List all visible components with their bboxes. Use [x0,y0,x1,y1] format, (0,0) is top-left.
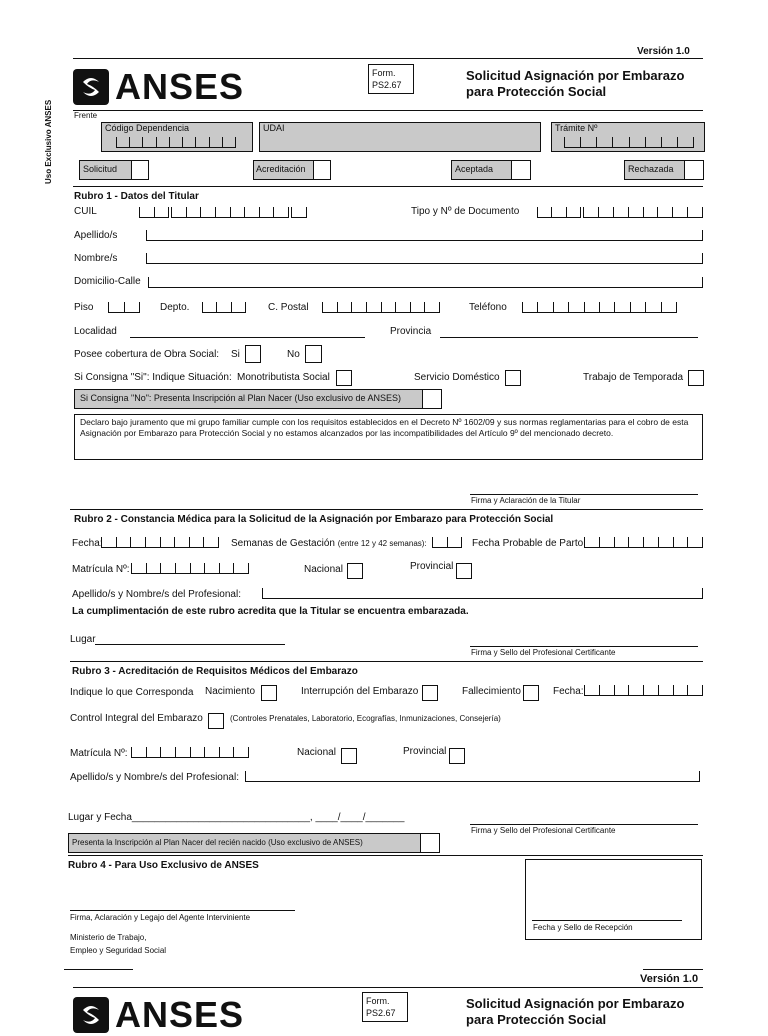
plan-nacer-checkbox[interactable] [422,389,442,409]
cuil-label: CUIL [74,206,97,217]
firma-titular-label: Firma y Aclaración de la Titular [471,496,581,505]
piso-label: Piso [74,302,94,313]
depto-field[interactable] [202,302,246,313]
firma-profesional-r3-label: Firma y Sello del Profesional Certificante [471,826,616,835]
semanas-label: Semanas de Gestación (entre 12 y 42 semanas): [231,538,427,549]
plan-nacer-r3-checkbox[interactable] [420,833,440,853]
ministerio-line2: Empleo y Seguridad Social [70,946,167,955]
form-title: Solicitud Asignación por Embarazo para Protección Social [466,68,685,99]
footer-version-label: Versión 1.0 [640,973,699,985]
cpostal-label: C. Postal [268,302,309,313]
telefono-field[interactable] [522,302,677,313]
obra-social-label: Posee cobertura de Obra Social: [74,349,220,360]
matricula-label: Matrícula Nº: [72,564,130,575]
firma-agente-label: Firma, Aclaración y Legajo del Agente Interviniente [70,913,251,922]
cuil-suffix-field[interactable] [291,207,307,218]
localidad-field[interactable] [130,337,365,338]
localidad-label: Localidad [74,326,117,337]
telefono-label: Teléfono [469,302,507,313]
fecha-probable-field[interactable] [584,537,703,548]
nacional-checkbox[interactable] [347,563,363,579]
domicilio-field[interactable] [148,277,703,288]
matricula-r3-label: Matrícula Nº: [70,748,128,759]
temporada-checkbox[interactable] [688,370,704,386]
tipo-doc-field[interactable] [537,207,581,218]
acredita-text: La cumplimentación de este rubro acredita que la Titular se encuentra embarazada. [72,606,469,617]
anses-logo [73,66,244,108]
matricula-r3-field[interactable] [131,747,249,758]
cuil-number-field[interactable] [171,207,289,218]
rechazada-checkbox[interactable] [684,160,704,180]
tipo-doc-label: Tipo y Nº de Documento [411,206,520,217]
firma-profesional-r3-line[interactable] [470,824,698,825]
nombre-field[interactable] [146,253,703,264]
lugar-label: Lugar [70,634,96,645]
piso-field[interactable] [108,302,140,313]
domicilio-label: Domicilio-Calle [74,276,141,287]
lugar-fecha-r3[interactable]: Lugar y Fecha________________________________, ____/____/_______ [68,812,405,823]
fecha-sello-label: Fecha y Sello de Recepción [533,923,633,932]
semanas-field[interactable] [432,537,462,548]
interrupcion-checkbox[interactable] [422,685,438,701]
rubro3-title: Rubro 3 - Acreditación de Requisitos Médicos del Embarazo [72,666,358,677]
lugar-field[interactable] [95,644,285,645]
consigna-no-box: Si Consigna "No": Presenta Inscripción al Plan Nacer (Uso exclusivo de ANSES) [74,389,424,409]
fecha-probable-label: Fecha Probable de Parto: [472,538,586,549]
solicitud-box: Solicitud [79,160,133,180]
footer-form-code: PS2.67 [366,1008,396,1018]
footer-form-label: Form. [366,996,390,1006]
side-label: Uso Exclusivo ANSES [44,99,53,184]
control-label: Control Integral del Embarazo [70,713,203,724]
frente-label: Frente [74,111,98,120]
form-code: PS2.67 [372,80,402,90]
apellido-field[interactable] [146,230,703,241]
nacimiento-label: Nacimiento [205,686,256,697]
fallecimiento-checkbox[interactable] [523,685,539,701]
cuil-prefix-field[interactable] [139,207,169,218]
aceptada-box: Aceptada [451,160,513,180]
provincial-label: Provincial [410,561,454,572]
obra-si-checkbox[interactable] [245,345,261,363]
firma-profesional-label: Firma y Sello del Profesional Certificante [471,648,616,657]
depto-label: Depto. [160,302,190,313]
rubro2-title: Rubro 2 - Constancia Médica para la Solicitud de la Asignación por Embarazo para Protección Social [74,514,554,525]
form-code-box [368,64,414,94]
ministerio-line1: Ministerio de Trabajo, [70,933,147,942]
tramite-box[interactable]: Trámite Nº [551,122,705,152]
profesional-field[interactable] [262,588,703,599]
fallecimiento-label: Fallecimiento [462,686,521,697]
udai-box[interactable]: UDAI [259,122,541,152]
nacional-r3-checkbox[interactable] [341,748,357,764]
plan-nacer-r3-box: Presenta la Inscripción al Plan Nacer del recién nacido (Uso exclusivo de ANSES) [68,833,422,853]
declaracion-jurada: Declaro bajo juramento que mi grupo familiar cumple con los requisitos establecidos en el Decreto Nº 1602/09 y sus normas reglamentarias para el cobro de esta Asignación por Embarazo para Protección Social y no estamos alcanzados por las incompatibilidades del Artículo 9º del mencionado decreto. [74,414,703,460]
footer-anses-logo-icon [73,997,109,1033]
provincia-field[interactable] [440,337,698,338]
anses-logo-icon [73,69,109,105]
matricula-field[interactable] [131,563,249,574]
indique-label: Indique lo que Corresponda [70,687,194,698]
profesional-label: Apellido/s y Nombre/s del Profesional: [72,589,241,600]
version-label: Versión 1.0 [637,46,690,57]
servicio-domestico-label: Servicio Doméstico [414,372,500,383]
fecha-r3-field[interactable] [584,685,703,696]
cpostal-field[interactable] [322,302,440,313]
rubro1-title: Rubro 1 - Datos del Titular [74,191,199,202]
acreditacion-box: Acreditación [253,160,315,180]
obra-si-label: Si [231,349,240,360]
form-label: Form. [372,68,396,78]
temporada-label: Trabajo de Temporada [583,372,684,383]
fecha-r3-label: Fecha: [553,686,584,697]
rubro4-title: Rubro 4 - Para Uso Exclusivo de ANSES [68,860,259,871]
firma-titular-line[interactable] [470,494,698,495]
control-note: (Controles Prenatales, Laboratorio, Ecografías, Inmunizaciones, Consejería) [230,714,501,723]
codigo-dependencia-box[interactable]: Código Dependencia [101,122,253,152]
footer-logo-text: ANSES [115,994,245,1035]
profesional-r3-field[interactable] [245,771,700,782]
nombre-label: Nombre/s [74,253,118,264]
provincia-label: Provincia [390,326,432,337]
firma-agente-line[interactable] [70,910,295,911]
provincial-r3-label: Provincial [403,746,447,757]
obra-no-checkbox[interactable] [305,345,322,363]
servicio-domestico-checkbox[interactable] [505,370,521,386]
apellido-label: Apellido/s [74,230,118,241]
nacional-label: Nacional [304,564,343,575]
obra-no-label: No [287,349,300,360]
footer-form-title: Solicitud Asignación por Embarazo para Protección Social [466,996,685,1027]
footer-anses-logo [73,994,244,1036]
logo-text: ANSES [115,66,245,107]
nacional-r3-label: Nacional [297,747,336,758]
provincial-r3-checkbox[interactable] [449,748,465,764]
consigna-si-label: Si Consigna "Si": Indique Situación: [74,372,232,383]
solicitud-checkbox[interactable] [131,160,149,180]
firma-profesional-line[interactable] [470,646,698,647]
fecha-field[interactable] [101,537,219,548]
aceptada-checkbox[interactable] [511,160,531,180]
footer-form-code-box [362,992,408,1022]
rechazada-box: Rechazada [624,160,686,180]
profesional-r3-label: Apellido/s y Nombre/s del Profesional: [70,772,239,783]
monotributista-label: Monotributista Social [237,372,330,383]
monotributista-checkbox[interactable] [336,370,352,386]
nro-doc-field[interactable] [583,207,703,218]
nacimiento-checkbox[interactable] [261,685,277,701]
control-checkbox[interactable] [208,713,224,729]
interrupcion-label: Interrupción del Embarazo [301,686,419,697]
fecha-label: Fecha: [72,538,103,549]
provincial-checkbox[interactable] [456,563,472,579]
acreditacion-checkbox[interactable] [313,160,331,180]
